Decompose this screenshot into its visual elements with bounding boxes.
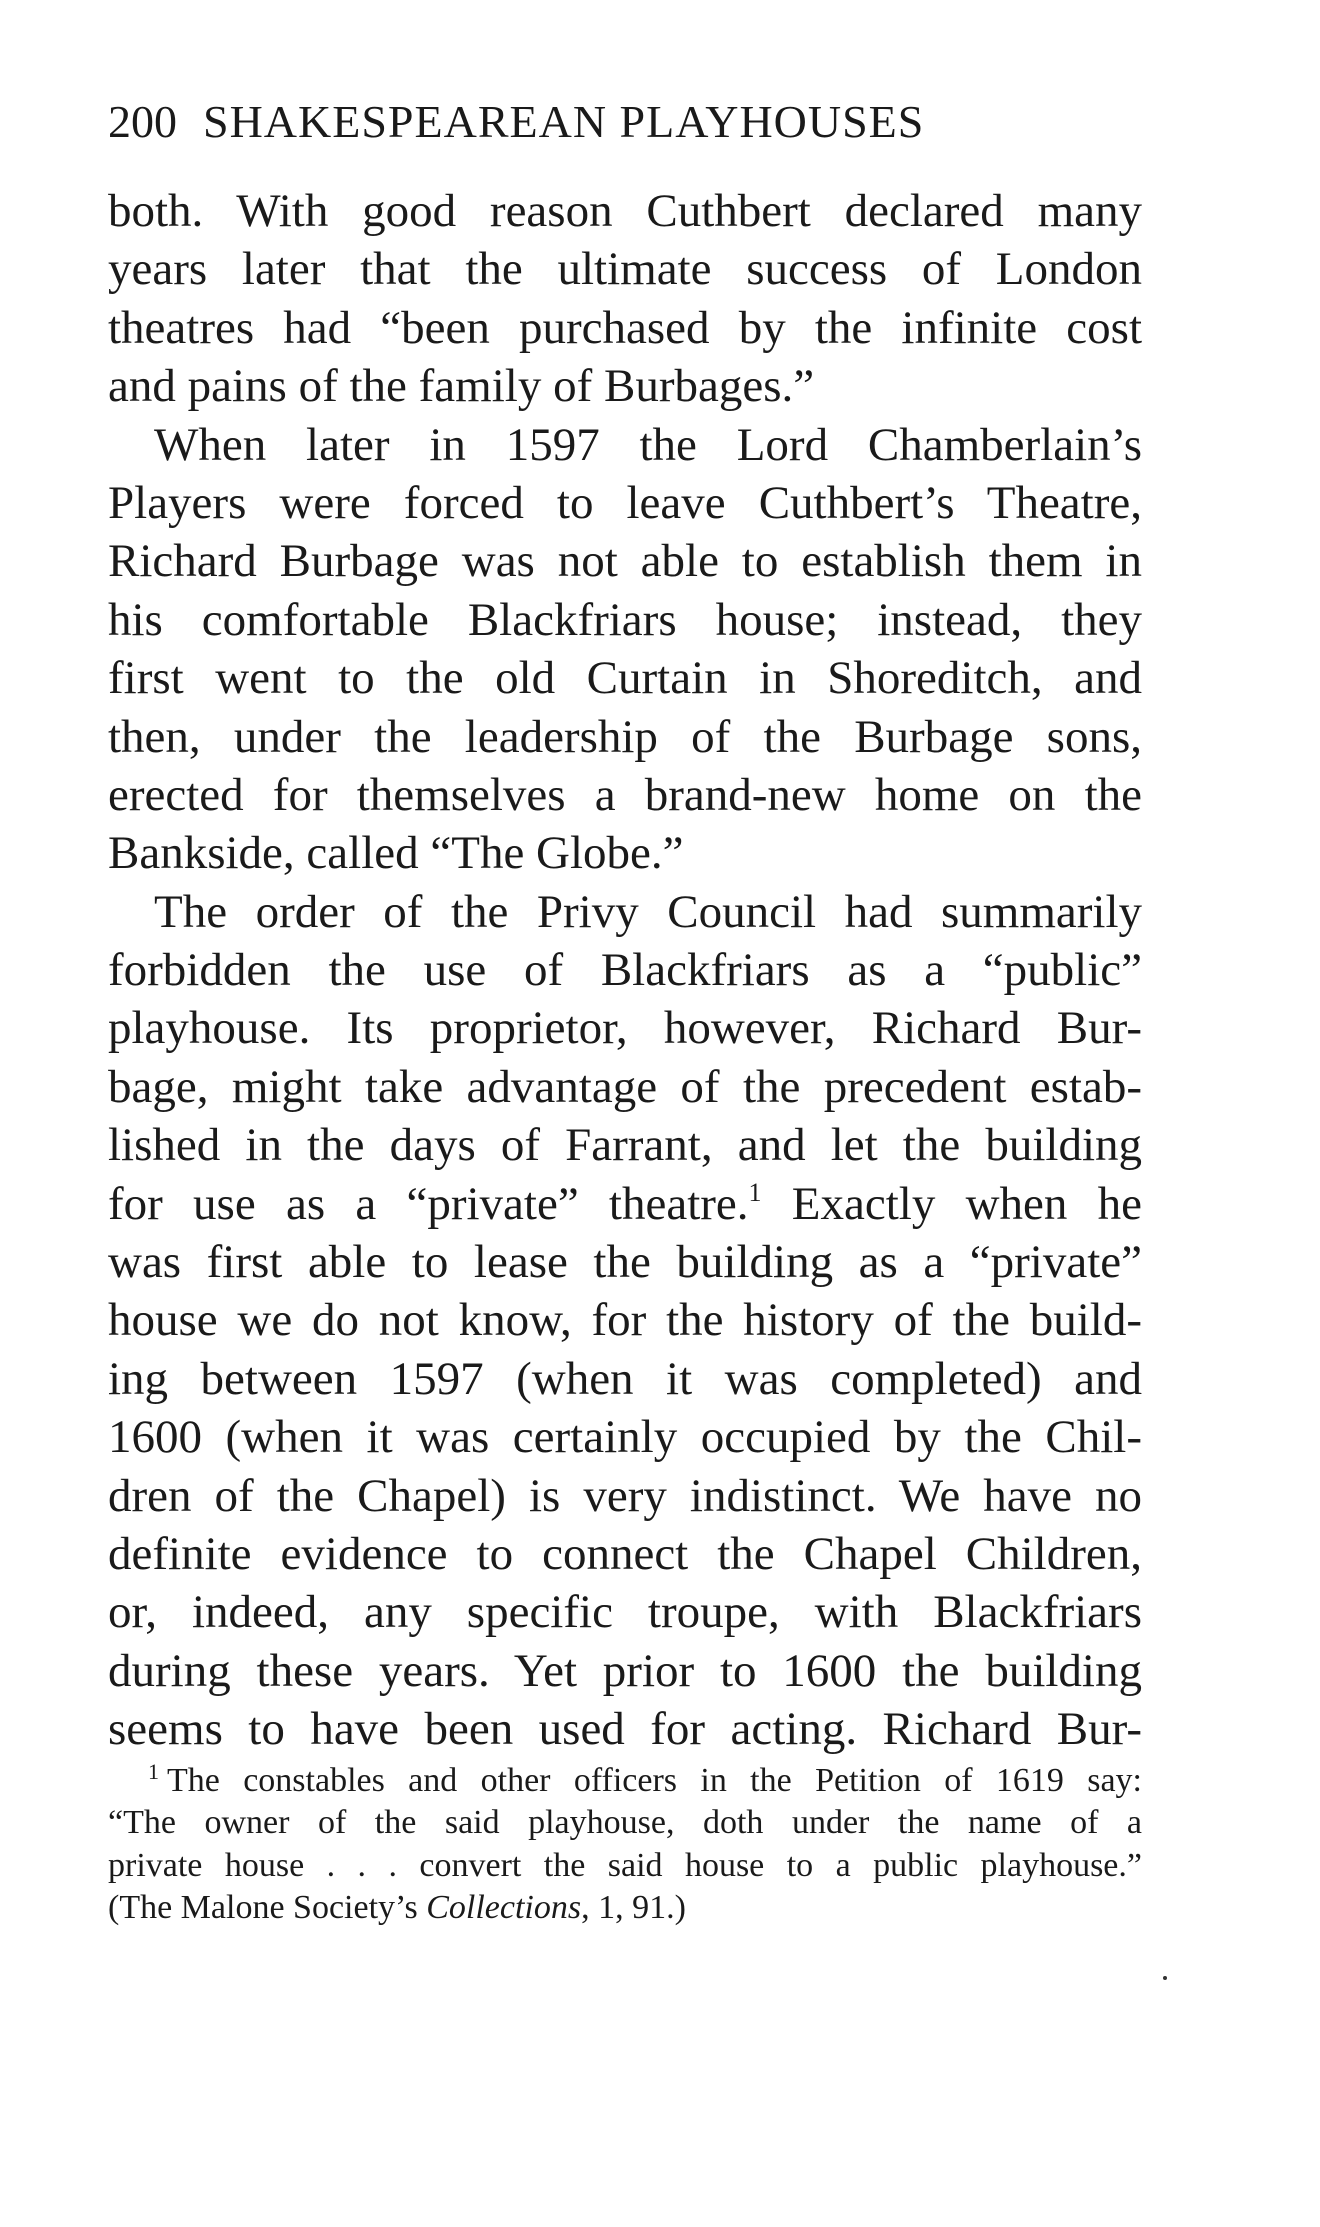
text-line: dren of the Chapel) is very indistinct. We have no	[108, 1469, 1142, 1522]
text-line: or, indeed, any specific troupe, with Blackfriars	[108, 1586, 1142, 1639]
body-text	[108, 182, 1142, 1759]
text-line: Bankside, called “The Globe.”	[108, 827, 684, 880]
footnote-line	[108, 1760, 1142, 1802]
running-title: SHAKESPEAREAN PLAYHOUSES	[203, 96, 925, 147]
text-line: years later that the ultimate success of London	[108, 243, 1142, 296]
text-line: 1600 (when it was certainly occupied by the Chil-	[108, 1411, 1142, 1464]
footnote-line: private house . . . convert the said house to a public playhouse.”	[108, 1846, 1142, 1884]
text-line: Richard Burbage was not able to establish them in	[108, 535, 1142, 588]
footnote-book-title: Collections	[426, 1888, 582, 1926]
text-line: bage, might take advantage of the precedent estab-	[108, 1060, 1142, 1113]
running-head	[108, 92, 1208, 152]
text-line: forbidden the use of Blackfriars as a “public”	[108, 944, 1142, 997]
text-line: definite evidence to connect the Chapel Children,	[108, 1527, 1142, 1580]
footnote-text: The constables and other officers in the Petition of 1619 say:	[167, 1762, 1142, 1799]
footnote-text: , 1, 91.)	[581, 1888, 686, 1926]
text-line: his comfortable Blackfriars house; instead, they	[108, 593, 1142, 646]
text-line: theatres had “been purchased by the infinite cost	[108, 301, 1142, 354]
text-line: was first able to lease the building as a “private”	[108, 1236, 1142, 1289]
text-line: first went to the old Curtain in Shoreditch, and	[108, 652, 1142, 705]
text-line-part: for use as a “private” theatre.	[108, 1177, 749, 1230]
text-line: playhouse. Its proprietor, however, Richard Bur-	[108, 1002, 1142, 1055]
text-line: lished in the days of Farrant, and let the building	[108, 1119, 1142, 1172]
text-line: Players were forced to leave Cuthbert’s Theatre,	[108, 476, 1142, 529]
text-line: seems to have been used for acting. Richard Bur-	[108, 1703, 1142, 1756]
page-number: 200	[108, 96, 177, 147]
text-line: ing between 1597 (when it was completed) and	[108, 1352, 1142, 1405]
footnote-line	[108, 1887, 1142, 1929]
footnote-text: (The Malone Society’s	[108, 1888, 427, 1926]
footnote-line: “The owner of the said playhouse, doth under the name of a	[108, 1804, 1142, 1842]
footnote-marker: 1	[148, 1759, 159, 1784]
footnote-reference[interactable]: 1	[748, 1177, 762, 1207]
text-line: When later in 1597 the Lord Chamberlain’s	[154, 418, 1142, 471]
text-line	[108, 1175, 1142, 1233]
ink-speck	[1163, 1976, 1167, 1980]
text-line: erected for themselves a brand-new home on the	[108, 768, 1142, 821]
footnote	[108, 1760, 1142, 1929]
text-line: both. With good reason Cuthbert declared many	[108, 185, 1142, 237]
text-line-part: Exactly when he	[791, 1177, 1142, 1230]
text-line: The order of the Privy Council had summarily	[154, 885, 1142, 938]
text-line: during these years. Yet prior to 1600 the building	[108, 1644, 1142, 1697]
text-line: and pains of the family of Burbages.”	[108, 360, 815, 413]
text-line: then, under the leadership of the Burbage sons,	[108, 710, 1142, 763]
text-line: house we do not know, for the history of the build-	[108, 1294, 1142, 1347]
